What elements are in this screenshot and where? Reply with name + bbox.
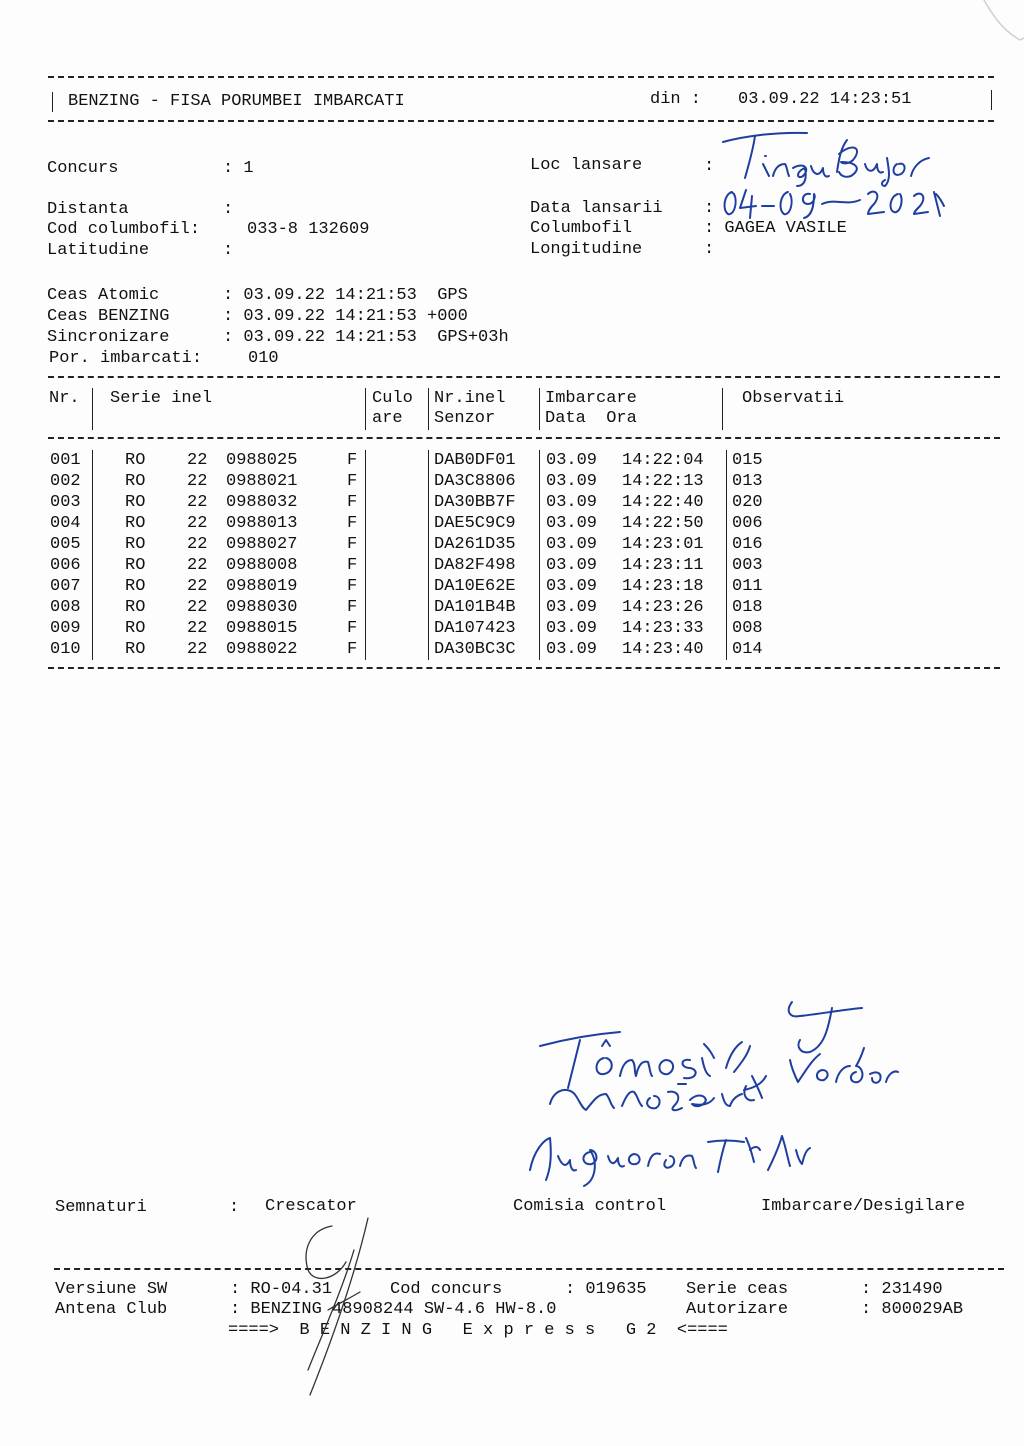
- header-nr: Nr.: [49, 389, 80, 408]
- header-culoare: Culo: [372, 389, 413, 408]
- cell-data: 03.09: [546, 556, 598, 575]
- table-row: [0, 618, 1024, 639]
- table-row: [0, 597, 1024, 618]
- loc-lansare-label: Loc lansare: [530, 156, 643, 175]
- header-nr-inel: Nr.inel: [434, 389, 506, 408]
- benzing-banner: ====> B E N Z I N G E x p r e s s G 2 <====: [228, 1321, 728, 1340]
- cell-tara: RO: [125, 493, 146, 512]
- longitudine-label: Longitudine: [530, 240, 643, 259]
- cell-inel: 0988021: [226, 472, 298, 491]
- din-label: din :: [650, 90, 702, 109]
- cell-an: 22: [187, 493, 208, 512]
- handwritten-commission-names: [510, 990, 900, 1190]
- imbarcare-desigilare-label: Imbarcare/Desigilare: [761, 1197, 966, 1216]
- cell-ora: 14:22:50: [622, 514, 704, 533]
- divider: [92, 388, 93, 430]
- serie-ceas-label: Serie ceas: [686, 1280, 789, 1299]
- sincronizare-value: : 03.09.22 14:21:53 GPS+03h: [223, 328, 509, 347]
- cell-ora: 14:23:40: [622, 640, 704, 659]
- cell-inel: 0988008: [226, 556, 298, 575]
- data-lansarii-label: Data lansarii: [530, 199, 663, 218]
- divider: [722, 388, 723, 430]
- cell-data: 03.09: [546, 514, 598, 533]
- table-row: [0, 450, 1024, 471]
- ceas-atomic-value: : 03.09.22 14:21:53 GPS: [223, 286, 468, 305]
- cell-ora: 14:23:18: [622, 577, 704, 596]
- divider: [48, 376, 1000, 378]
- handwritten-loc-lansare: [715, 128, 945, 188]
- handwritten-data-lansarii: [718, 186, 948, 226]
- cell-nr: 003: [50, 493, 81, 512]
- cell-senzor: DA10E62E: [434, 577, 516, 596]
- cell-data: 03.09: [546, 451, 598, 470]
- sincronizare-label: Sincronizare: [47, 328, 170, 347]
- cell-an: 22: [187, 556, 208, 575]
- table-row: [0, 513, 1024, 534]
- table-row: [0, 639, 1024, 660]
- cell-tara: RO: [125, 577, 146, 596]
- distanta-value: :: [223, 200, 234, 219]
- cell-sex: F: [347, 577, 358, 596]
- cell-tara: RO: [125, 556, 146, 575]
- cell-ora: 14:23:11: [622, 556, 704, 575]
- table-row: [0, 555, 1024, 576]
- table-row: [0, 534, 1024, 555]
- cell-obs: 020: [732, 493, 763, 512]
- latitudine-value: :: [223, 241, 234, 260]
- cell-tara: RO: [125, 472, 146, 491]
- cell-nr: 008: [50, 598, 81, 617]
- header-culoare-2: are: [372, 409, 403, 428]
- cell-ora: 14:22:04: [622, 451, 704, 470]
- cell-data: 03.09: [546, 535, 598, 554]
- cell-obs: 011: [732, 577, 763, 596]
- cell-tara: RO: [125, 514, 146, 533]
- cell-an: 22: [187, 535, 208, 554]
- cell-tara: RO: [125, 640, 146, 659]
- cell-data: 03.09: [546, 640, 598, 659]
- crescator-signature: [280, 1180, 390, 1400]
- divider: [54, 1268, 1004, 1270]
- cell-nr: 009: [50, 619, 81, 638]
- cell-ora: 14:22:13: [622, 472, 704, 491]
- divider: [48, 667, 1000, 669]
- cell-inel: 0988032: [226, 493, 298, 512]
- antena-club-label: Antena Club: [55, 1300, 168, 1319]
- header-observatii: Observatii: [742, 389, 845, 408]
- cell-sex: F: [347, 514, 358, 533]
- cell-inel: 0988027: [226, 535, 298, 554]
- header-imbarcare: Imbarcare: [545, 389, 637, 408]
- autorizare-label: Autorizare: [686, 1300, 789, 1319]
- cell-obs: 008: [732, 619, 763, 638]
- cell-sex: F: [347, 619, 358, 638]
- semnaturi-label: Semnaturi: [55, 1198, 147, 1217]
- cell-nr: 001: [50, 451, 81, 470]
- table-row: [0, 492, 1024, 513]
- cell-an: 22: [187, 598, 208, 617]
- distanta-label: Distanta: [47, 200, 129, 219]
- divider: [48, 120, 994, 122]
- cell-senzor: DA82F498: [434, 556, 516, 575]
- cell-data: 03.09: [546, 598, 598, 617]
- divider: [539, 388, 540, 430]
- cell-obs: 006: [732, 514, 763, 533]
- por-imbarcati-label: Por. imbarcati:: [49, 349, 203, 368]
- divider: [365, 388, 366, 430]
- cell-obs: 013: [732, 472, 763, 491]
- paper-corner-mark: [980, 0, 1024, 44]
- cell-obs: 015: [732, 451, 763, 470]
- cell-ora: 14:23:33: [622, 619, 704, 638]
- cell-ora: 14:23:26: [622, 598, 704, 617]
- ceas-benzing-value: : 03.09.22 14:21:53 +000: [223, 307, 468, 326]
- table-row: [0, 576, 1024, 597]
- cell-inel: 0988025: [226, 451, 298, 470]
- cell-nr: 002: [50, 472, 81, 491]
- cell-sex: F: [347, 472, 358, 491]
- serie-ceas-value: : 231490: [861, 1280, 943, 1299]
- latitudine-label: Latitudine: [47, 241, 150, 260]
- header-senzor: Senzor: [434, 409, 496, 428]
- cell-sex: F: [347, 451, 358, 470]
- cell-sex: F: [347, 493, 358, 512]
- cod-columbofil-label: Cod columbofil:: [47, 220, 201, 239]
- versiune-sw-value: : RO-04.31: [230, 1280, 333, 1299]
- antena-club-value: : BENZING 48908244 SW-4.6 HW-8.0: [230, 1300, 557, 1319]
- cell-tara: RO: [125, 535, 146, 554]
- cell-obs: 014: [732, 640, 763, 659]
- cell-senzor: DA107423: [434, 619, 516, 638]
- cell-sex: F: [347, 640, 358, 659]
- divider: [48, 76, 994, 78]
- cell-inel: 0988030: [226, 598, 298, 617]
- cell-senzor: DAE5C9C9: [434, 514, 516, 533]
- table-row: [0, 471, 1024, 492]
- cell-an: 22: [187, 451, 208, 470]
- cell-senzor: DA261D35: [434, 535, 516, 554]
- cell-nr: 005: [50, 535, 81, 554]
- din-value: 03.09.22 14:23:51: [738, 90, 912, 109]
- cell-inel: 0988015: [226, 619, 298, 638]
- cell-senzor: DA101B4B: [434, 598, 516, 617]
- cell-ora: 14:23:01: [622, 535, 704, 554]
- sheet-title: BENZING - FISA PORUMBEI IMBARCATI: [68, 92, 405, 111]
- ceas-benzing-label: Ceas BENZING: [47, 307, 170, 326]
- cell-ora: 14:22:40: [622, 493, 704, 512]
- cell-nr: 007: [50, 577, 81, 596]
- crescator-label: Crescator: [265, 1197, 357, 1216]
- concurs-value: : 1: [223, 159, 254, 178]
- header-serie-inel: Serie inel: [110, 389, 213, 408]
- cell-sex: F: [347, 556, 358, 575]
- cell-an: 22: [187, 514, 208, 533]
- cell-sex: F: [347, 598, 358, 617]
- divider: [991, 90, 992, 110]
- cell-senzor: DAB0DF01: [434, 451, 516, 470]
- divider: [428, 388, 429, 430]
- ceas-atomic-label: Ceas Atomic: [47, 286, 160, 305]
- data-lansarii-sep: :: [704, 199, 715, 218]
- cell-an: 22: [187, 619, 208, 638]
- cell-data: 03.09: [546, 577, 598, 596]
- cell-inel: 0988013: [226, 514, 298, 533]
- cell-tara: RO: [125, 598, 146, 617]
- divider: [48, 437, 1000, 439]
- cell-obs: 018: [732, 598, 763, 617]
- cell-tara: RO: [125, 451, 146, 470]
- concurs-label: Concurs: [47, 159, 119, 178]
- divider: [52, 92, 53, 112]
- cell-tara: RO: [125, 619, 146, 638]
- cell-nr: 004: [50, 514, 81, 533]
- cell-sex: F: [347, 535, 358, 554]
- columbofil-label: Columbofil: [530, 219, 633, 238]
- semnaturi-sep: :: [229, 1198, 240, 1217]
- comisia-control-label: Comisia control: [513, 1197, 667, 1216]
- longitudine-value: :: [704, 240, 715, 259]
- versiune-sw-label: Versiune SW: [55, 1280, 168, 1299]
- autorizare-value: : 800029AB: [861, 1300, 964, 1319]
- cod-concurs-value: : 019635: [565, 1280, 647, 1299]
- cell-an: 22: [187, 472, 208, 491]
- loc-lansare-sep: :: [704, 157, 715, 176]
- cod-columbofil-value: 033-8 132609: [247, 220, 370, 239]
- header-data-ora: Data Ora: [545, 409, 637, 428]
- cell-an: 22: [187, 577, 208, 596]
- cell-nr: 010: [50, 640, 81, 659]
- cell-obs: 003: [732, 556, 763, 575]
- cell-inel: 0988022: [226, 640, 298, 659]
- por-imbarcati-value: 010: [248, 349, 279, 368]
- cell-obs: 016: [732, 535, 763, 554]
- cell-senzor: DA3C8806: [434, 472, 516, 491]
- cell-senzor: DA30BC3C: [434, 640, 516, 659]
- columbofil-value: : GAGEA VASILE: [704, 219, 847, 238]
- cell-data: 03.09: [546, 619, 598, 638]
- cell-inel: 0988019: [226, 577, 298, 596]
- cell-nr: 006: [50, 556, 81, 575]
- cell-data: 03.09: [546, 472, 598, 491]
- cod-concurs-label: Cod concurs: [390, 1280, 503, 1299]
- cell-an: 22: [187, 640, 208, 659]
- cell-senzor: DA30BB7F: [434, 493, 516, 512]
- cell-data: 03.09: [546, 493, 598, 512]
